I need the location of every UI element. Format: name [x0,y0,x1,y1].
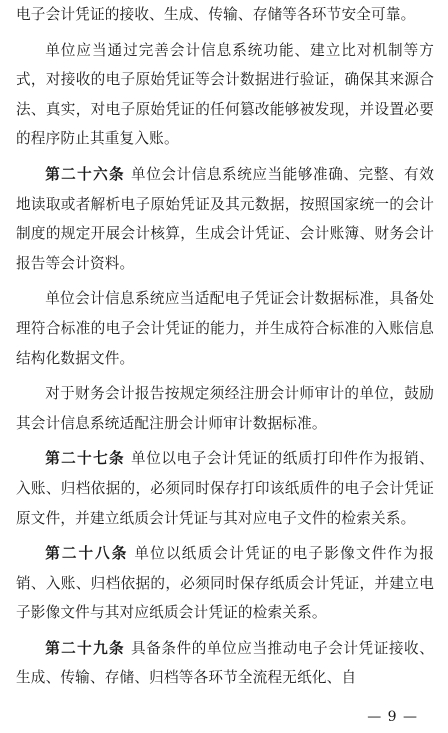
article-title: 第二十九条 [45,639,126,657]
page-number: — 9 — [367,709,418,725]
paragraph-text: 单位会计信息系统应当能够准确、完整、有效地读取或者解析电子原始凭证及其元数据，按照国家统一的会计制度的规定开展会计核算，生成会计凭证、会计账簿、财务会计报告等会计资料。 [16,165,434,272]
paragraph-text: 电子会计凭证的接收、生成、传输、存储等各环节安全可靠。 [16,6,416,23]
article-27 [16,444,434,533]
paragraph-text: 单位以纸质会计凭证的电子影像文件作为报销、入账、归档依据的，必须同时保存纸质会计凭证，并建立电子影像文件与其对应纸质会计凭证的检索关系。 [16,545,434,622]
paragraph-0 [16,0,434,30]
article-29 [16,634,434,693]
article-title: 第二十八条 [45,545,129,563]
article-26 [16,160,434,278]
article-28 [16,539,434,628]
paragraph-text: 单位应当通过完善会计信息系统功能、建立比对机制等方式，对接收的电子原始凭证等会计数据进行验证，确保其来源合法、真实，对电子原始凭证的任何篡改能够被发现，并设置必要的程序防止其重复入账。 [16,41,434,148]
article-title: 第二十六条 [45,165,126,183]
paragraph-text: 单位以电子会计凭证的纸质打印件作为报销、入账、归档依据的，必须同时保存打印该纸质件的电子会计凭证原文件，并建立纸质会计凭证与其对应电子文件的检索关系。 [16,450,434,527]
paragraph-3 [16,284,434,373]
paragraph-4 [16,379,434,438]
paragraph-text: 具备条件的单位应当推动电子会计凭证接收、生成、传输、存储、归档等各环节全流程无纸化、自 [16,639,434,687]
paragraph-1 [16,36,434,154]
article-title: 第二十七条 [45,450,126,468]
body-text [16,0,434,699]
paragraph-text: 对于财务会计报告按规定须经注册会计师审计的单位，鼓励其会计信息系统适配注册会计师审计数据标准。 [16,385,434,432]
paragraph-text: 单位会计信息系统应当适配电子凭证会计数据标准，具备处理符合标准的电子会计凭证的能力，并生成符合标准的入账信息结构化数据文件。 [16,290,434,367]
